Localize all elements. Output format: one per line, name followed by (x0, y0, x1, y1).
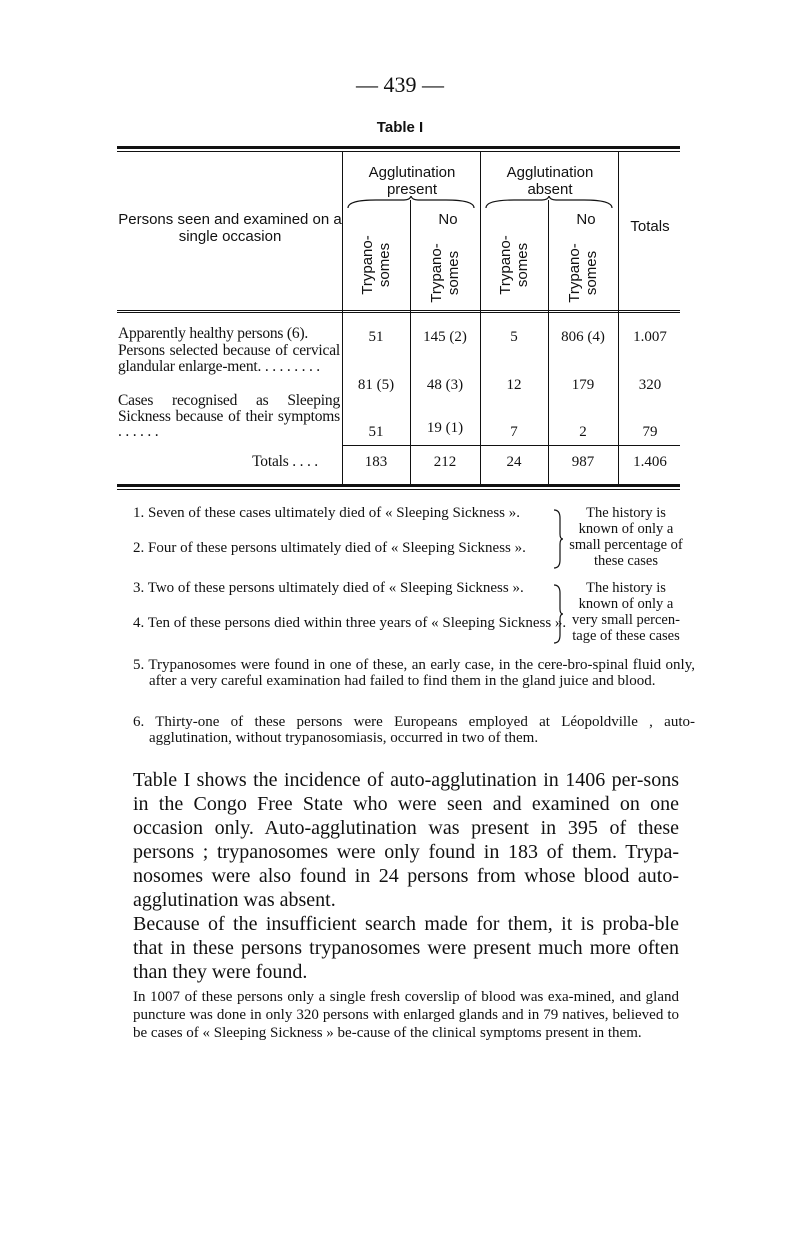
cell: 12 (506, 377, 522, 393)
body-paragraph-1: Table I shows the incidence of auto-agglutination in 1406 per-sons in the Congo Free State who were seen and examined on one occasion only. Auto-agglutination was present in 395 of these persons ; trypanosomes were only found in 183 of them. Trypa-nosomes were also found in 24 persons from whose blood auto-agglutination was absent. (133, 769, 679, 911)
cell: 1.007 (633, 329, 667, 345)
side-note-2: The history is known of only a very small percen-tage of these cases (572, 580, 680, 644)
no-label-absent: No (576, 211, 596, 228)
col-line-2 (410, 200, 411, 484)
footnote-6: 6. Thirty-one of these persons were Europeans employed at Léopoldville , auto-agglutination, without trypanosomiasis, occurred in two of them. (133, 714, 695, 746)
row-label-2: Persons selected because of cervical glandular enlarge-ment. . . . . . . . . (118, 342, 340, 375)
cell: 183 (364, 454, 388, 470)
col-line-4 (548, 200, 549, 484)
cell: 5 (510, 329, 518, 345)
footnote-1: 1. Seven of these cases ultimately died of « Sleeping Sickness ». (133, 505, 521, 521)
tryp-col-4: Trypano-somes (566, 243, 600, 303)
side-note-1: The history is known of only a small percentage of these cases (569, 505, 683, 569)
cell: 7 (510, 424, 518, 440)
tryp-col-2: Trypano-somes (428, 243, 462, 303)
side-brace-2 (552, 583, 564, 645)
table-bottom-rule-thin (117, 489, 680, 490)
side-brace-1 (552, 508, 564, 570)
totals-rule (342, 445, 680, 446)
cell: 2 (579, 424, 587, 440)
cell: 212 (433, 454, 457, 470)
cell: 987 (571, 454, 595, 470)
row-label-3: Cases recognised as Sleeping Sickness because of their symptoms . . . . . . (118, 392, 340, 440)
cell: 320 (638, 377, 662, 393)
footnote-4: 4. Ten of these persons died within three years of « Sleeping Sickness ». (133, 615, 567, 631)
absent-brace (484, 196, 614, 210)
table-top-rule (117, 146, 680, 149)
table-title: Table I (376, 119, 424, 136)
col-line-3 (480, 152, 481, 484)
footnote-3: 3. Two of these persons ultimately died of « Sleeping Sickness ». (133, 580, 524, 596)
row-header: Persons seen and examined on a single occasion (118, 211, 342, 245)
cell: 79 (642, 424, 658, 440)
cell: 24 (506, 454, 522, 470)
cell: 51 (368, 424, 384, 440)
cell: 1.406 (633, 454, 667, 470)
cell: 51 (368, 329, 384, 345)
cell: 19 (1) (426, 420, 464, 436)
page-number: — 439 — (356, 72, 444, 97)
footnote-5: 5. Trypanosomes were found in one of these, an early case, in the cere-bro-spinal fluid only, after a very careful examination had failed to find them in the gland juice and blood. (133, 657, 695, 689)
group-present-header: Agglutination present (368, 164, 456, 198)
cell: 81 (5) (357, 377, 395, 393)
no-label-present: No (438, 211, 458, 228)
body-paragraph-2: Because of the insufficient search made for them, it is proba-ble that in these persons trypanosomes were present much more often than they were found. (133, 913, 679, 983)
totals-label: Totals . . . . (252, 453, 318, 470)
totals-header: Totals (630, 218, 670, 235)
table-top-rule-thin (117, 151, 680, 152)
cell: 48 (3) (426, 377, 464, 393)
row-label-1: Apparently healthy persons (6). (118, 325, 309, 342)
present-brace (346, 196, 476, 210)
col-line-5 (618, 152, 619, 484)
group-absent-header: Agglutination absent (506, 164, 594, 198)
tryp-col-3: Trypano-somes (497, 235, 531, 295)
footnote-2: 2. Four of these persons ultimately died of « Sleeping Sickness ». (133, 540, 526, 556)
cell: 145 (2) (423, 329, 467, 345)
table-bottom-rule (117, 484, 680, 487)
cell: 179 (571, 377, 595, 393)
cell: 806 (4) (561, 329, 605, 345)
body-paragraph-3: In 1007 of these persons only a single fresh coverslip of blood was exa-mined, and gland puncture was done in only 320 persons with enlarged glands and in 79 natives, believed to be cases of « Sleeping Sickness » be-cause of the clinical symptoms present in them. (133, 989, 679, 1041)
tryp-col-1: Trypano-somes (359, 235, 393, 295)
col-line-1 (342, 152, 343, 484)
